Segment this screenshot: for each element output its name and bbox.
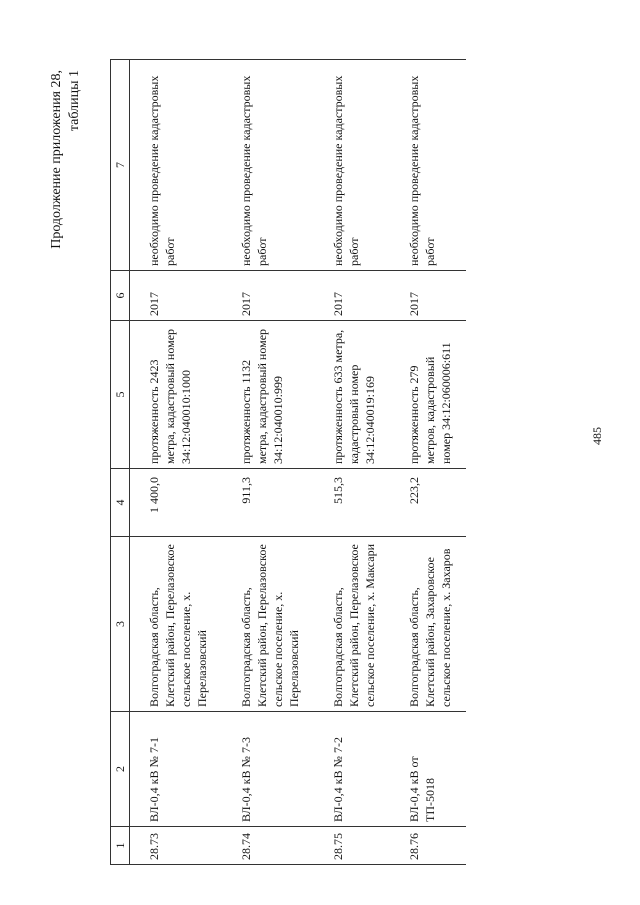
object-year: 2017 xyxy=(390,271,466,321)
object-year: 2017 xyxy=(314,271,390,321)
object-year: 2017 xyxy=(222,271,314,321)
col-header-1: 1 xyxy=(111,827,130,865)
object-description: протяженность 279 метров, кадастровый номер 34:12:060006:611 xyxy=(390,321,466,469)
object-description: протяженность 1132 метра, кадастровый номер 34:12:040010:999 xyxy=(222,321,314,469)
object-value: 515,3 xyxy=(314,469,390,537)
continuation-line-2: таблицы 1 xyxy=(67,70,82,132)
object-note: необходимо проведение кадастровых работ xyxy=(390,60,466,271)
object-year: 2017 xyxy=(130,271,223,321)
object-value: 911,3 xyxy=(222,469,314,537)
object-value: 1 400,0 xyxy=(130,469,223,537)
header-row xyxy=(111,60,130,865)
continuation-heading xyxy=(48,70,84,249)
row-number: 28.76 xyxy=(390,827,466,865)
property-table xyxy=(110,59,466,865)
col-header-5: 5 xyxy=(111,321,130,469)
object-name: ВЛ-0,4 кВ № 7-2 xyxy=(314,712,390,827)
object-location: Волгоградская область, Клетский район, Перелазовское сельское поселение, х. Максари xyxy=(314,537,390,712)
col-header-7: 7 xyxy=(111,60,130,271)
col-header-6: 6 xyxy=(111,271,130,321)
object-name: ВЛ-0,4 кВ № 7-3 xyxy=(222,712,314,827)
col-header-2: 2 xyxy=(111,712,130,827)
continuation-line-1: Продолжение приложения 28, xyxy=(49,70,64,249)
object-location: Волгоградская область, Клетский район, Перелазовское сельское поселение, х. Перелазовский xyxy=(222,537,314,712)
row-number: 28.73 xyxy=(130,827,223,865)
col-header-4: 4 xyxy=(111,469,130,537)
object-note: необходимо проведение кадастровых работ xyxy=(130,60,223,271)
col-header-3: 3 xyxy=(111,537,130,712)
object-location: Волгоградская область, Клетский район, Захаровское сельское поселение, х. Захаров xyxy=(390,537,466,712)
object-note: необходимо проведение кадастровых работ xyxy=(222,60,314,271)
page-number: 485 xyxy=(590,427,604,445)
object-description: протяженность 2423 метра, кадастровый номер 34:12:040010:1000 xyxy=(130,321,223,469)
object-note: необходимо проведение кадастровых работ xyxy=(314,60,390,271)
object-value: 223,2 xyxy=(390,469,466,537)
row-number: 28.75 xyxy=(314,827,390,865)
table-row xyxy=(222,60,314,865)
table-row xyxy=(390,60,466,865)
row-number: 28.74 xyxy=(222,827,314,865)
object-location: Волгоградская область, Клетский район, Перелазовское сельское поселение, х. Перелазовский xyxy=(130,537,223,712)
object-name: ВЛ-0,4 кВ № 7-1 xyxy=(130,712,223,827)
object-description: протяженность 633 метра, кадастровый номер 34:12:040019:169 xyxy=(314,321,390,469)
table-row xyxy=(130,60,223,865)
table-row xyxy=(314,60,390,865)
object-name: ВЛ-0,4 кВ от ТП-5018 xyxy=(390,712,466,827)
